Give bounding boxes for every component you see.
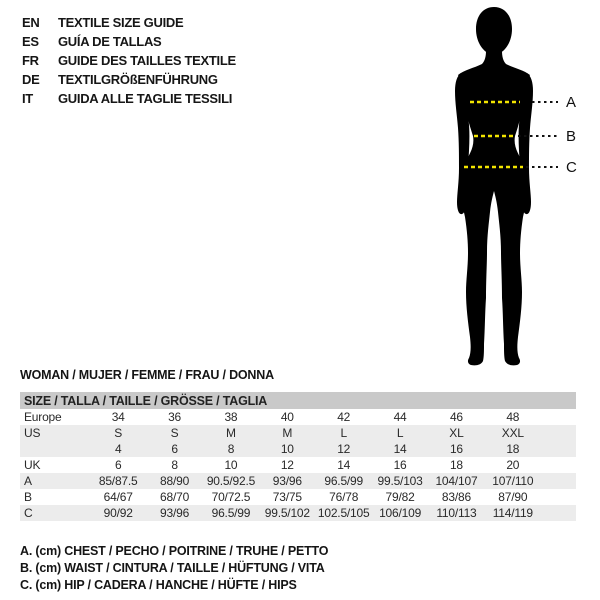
size-cell: 20 xyxy=(506,458,520,472)
size-cell: 107/110 xyxy=(492,474,534,488)
row-label: A xyxy=(24,474,32,488)
language-title: GUIDE DES TAILLES TEXTILE xyxy=(58,53,236,68)
size-cell: 46 xyxy=(449,410,463,424)
language-title: GUÍA DE TALLAS xyxy=(58,34,162,49)
size-cell: 16 xyxy=(449,442,463,456)
section-title: WOMAN / MUJER / FEMME / FRAU / DONNA xyxy=(20,368,274,382)
size-cell: 99.5/103 xyxy=(377,474,423,488)
size-cell: 104/107 xyxy=(435,474,478,488)
size-table-header: SIZE / TALLA / TAILLE / GRÖSSE / TAGLIA xyxy=(20,392,576,409)
woman-silhouette xyxy=(455,7,533,365)
size-cell: 114/119 xyxy=(492,506,533,520)
row-label: C xyxy=(24,506,33,520)
size-cell: 8 xyxy=(227,442,235,456)
size-cell: 110/113 xyxy=(436,506,477,520)
language-title: TEXTILE SIZE GUIDE xyxy=(58,15,184,30)
table-row xyxy=(20,457,576,473)
size-cell: 70/72.5 xyxy=(211,490,251,504)
row-label: Europe xyxy=(24,410,62,424)
size-cell: XXL xyxy=(501,426,524,440)
language-row-en xyxy=(22,13,236,32)
language-row-it xyxy=(22,89,236,108)
size-cell: XL xyxy=(449,426,464,440)
language-code: ES xyxy=(22,34,39,49)
language-title: TEXTILGRÖßENFÜHRUNG xyxy=(58,72,218,87)
size-cell: 6 xyxy=(171,442,178,456)
size-cell: 18 xyxy=(449,458,463,472)
size-cell: 102.5/105 xyxy=(317,506,370,520)
size-cell: M xyxy=(226,426,236,440)
size-cell: 87/90 xyxy=(498,490,528,504)
size-table-body xyxy=(20,409,576,521)
size-cell: 8 xyxy=(171,458,178,472)
size-cell: 14 xyxy=(337,458,351,472)
legend-line: C. (cm) HIP / CADERA / HANCHE / HÜFTE / HIPS xyxy=(20,577,297,592)
language-code: DE xyxy=(22,72,40,87)
row-label: B xyxy=(24,490,32,504)
woman-silhouette-svg xyxy=(430,0,600,380)
size-cell: 48 xyxy=(506,410,520,424)
row-label: US xyxy=(24,426,41,440)
size-cell: 106/109 xyxy=(379,506,422,520)
language-code: IT xyxy=(22,91,33,106)
size-cell: 42 xyxy=(337,410,351,424)
marker-letter-chest: A xyxy=(566,94,577,111)
language-list xyxy=(22,13,236,108)
size-cell: 73/75 xyxy=(272,490,302,504)
size-cell: S xyxy=(170,426,179,440)
size-cell: L xyxy=(340,426,347,440)
table-row xyxy=(20,441,576,457)
size-cell: 96.5/99 xyxy=(324,474,363,488)
marker-letter-waist: B xyxy=(566,128,577,145)
size-cell: 83/86 xyxy=(441,490,471,504)
size-cell: 99.5/102 xyxy=(264,506,310,520)
marker-letter-hip: C xyxy=(566,159,577,176)
size-cell: 88/90 xyxy=(160,474,190,488)
legend-line: B. (cm) WAIST / CINTURA / TAILLE / HÜFTUNG / VITA xyxy=(20,560,325,575)
table-row xyxy=(20,489,576,505)
size-cell: 93/96 xyxy=(160,506,190,520)
size-cell: 96.5/99 xyxy=(211,506,251,520)
size-cell: 79/82 xyxy=(385,490,415,504)
measurement-legend xyxy=(20,542,328,593)
size-cell: S xyxy=(114,426,123,440)
size-cell: 40 xyxy=(280,410,294,424)
size-cell: 16 xyxy=(393,458,407,472)
legend-line: A. (cm) CHEST / PECHO / POITRINE / TRUHE / PETTO xyxy=(20,543,329,558)
size-cell: L xyxy=(396,426,404,440)
size-cell: 34 xyxy=(111,410,125,424)
size-cell: 12 xyxy=(337,442,351,456)
woman-figure xyxy=(430,0,600,380)
size-cell: 4 xyxy=(114,442,122,456)
size-cell: 68/70 xyxy=(160,490,190,504)
size-cell: 93/96 xyxy=(272,474,302,488)
language-title: GUIDA ALLE TAGLIE TESSILI xyxy=(58,91,233,106)
language-row-es xyxy=(22,32,236,51)
size-cell: 38 xyxy=(224,410,238,424)
row-label: UK xyxy=(24,458,41,472)
size-cell: 76/78 xyxy=(329,490,359,504)
size-cell: 6 xyxy=(114,458,122,472)
size-cell: 44 xyxy=(393,410,407,424)
size-cell: 14 xyxy=(393,442,407,456)
language-row-fr xyxy=(22,51,236,70)
size-cell: 18 xyxy=(506,442,520,456)
table-row xyxy=(20,409,576,425)
size-cell: 90/92 xyxy=(103,506,133,520)
size-cell: 10 xyxy=(224,458,238,472)
table-row xyxy=(20,425,576,441)
table-row xyxy=(20,473,576,489)
language-code: EN xyxy=(22,15,40,30)
size-cell: 64/67 xyxy=(103,490,133,504)
size-cell: 10 xyxy=(280,442,294,456)
size-cell: 90.5/92.5 xyxy=(206,474,256,488)
size-cell: 85/87.5 xyxy=(98,474,138,488)
table-row xyxy=(20,505,576,521)
size-cell: 12 xyxy=(280,458,294,472)
size-cell: 36 xyxy=(168,410,182,424)
size-cell: M xyxy=(282,426,293,440)
language-code: FR xyxy=(22,53,39,68)
language-row-de xyxy=(22,70,236,89)
size-table xyxy=(20,392,576,521)
